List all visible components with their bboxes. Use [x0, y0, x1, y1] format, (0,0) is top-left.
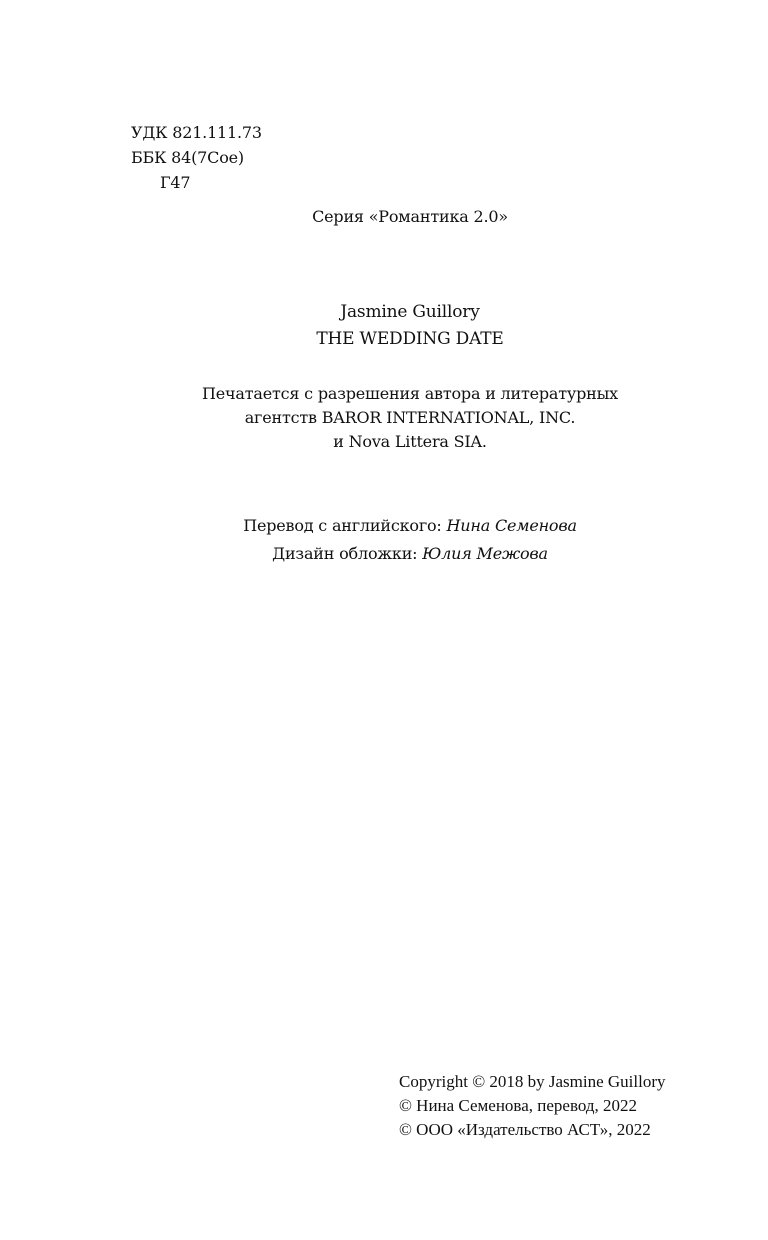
original-author: Jasmine Guillory — [340, 302, 480, 322]
translator-name: Нина Семенова — [446, 516, 577, 535]
cover-design-credit — [0, 540, 768, 568]
permission-notice — [0, 382, 768, 454]
library-classification — [131, 120, 262, 195]
permission-line-1: Печатается с разрешения автора и литературных — [201, 384, 619, 403]
copyright-notice — [399, 1070, 666, 1142]
bbk-code: ББК 84(7Сое) — [131, 148, 244, 167]
series-title: Серия «Романтика 2.0» — [312, 207, 508, 226]
translation-label: Перевод с английского: — [243, 516, 442, 535]
cover-designer-name: Юлия Межова — [422, 544, 548, 563]
permission-line-2: агентств BAROR INTERNATIONAL, INC. — [244, 408, 576, 427]
author-mark: Г47 — [160, 173, 191, 192]
copyright-line-1: Copyright © 2018 by Jasmine Guillory — [399, 1072, 666, 1091]
series-line — [0, 204, 768, 229]
copyright-line-3: © ООО «Издательство АСТ», 2022 — [399, 1120, 651, 1139]
translation-credit — [0, 512, 768, 540]
permission-line-3: и Nova Littera SIA. — [333, 432, 487, 451]
cover-design-label: Дизайн обложки: — [272, 544, 418, 563]
udk-code: УДК 821.111.73 — [131, 123, 262, 142]
original-edition — [0, 299, 768, 353]
copyright-line-2: © Нина Семенова, перевод, 2022 — [399, 1096, 638, 1115]
original-title: THE WEDDING DATE — [316, 329, 504, 349]
credits — [0, 512, 768, 568]
